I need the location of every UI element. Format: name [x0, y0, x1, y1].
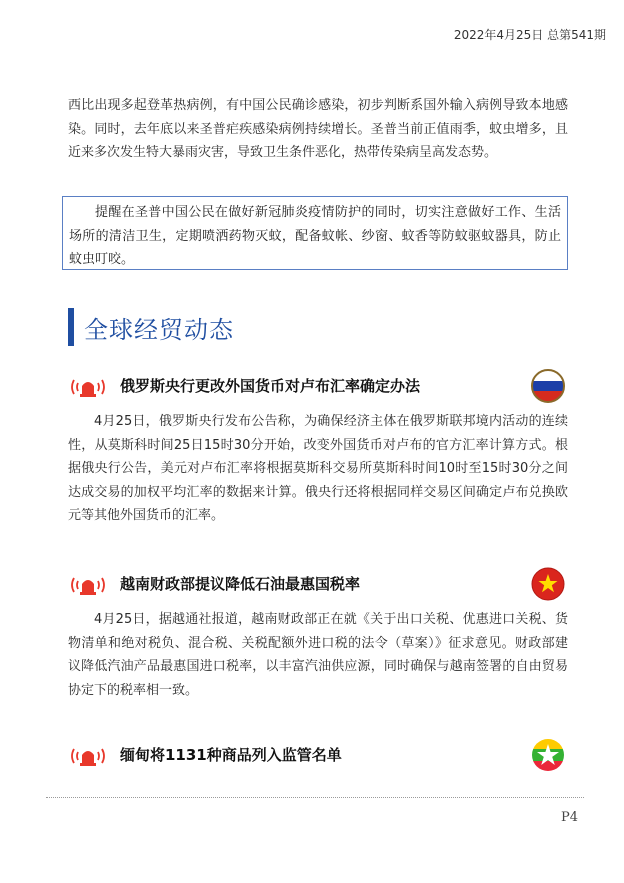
russia-flag-icon [530, 368, 566, 404]
alarm-bell-icon [68, 743, 108, 769]
section-title: 全球经贸动态 [84, 316, 234, 344]
news-body: 4月25日，俄罗斯央行发布公告称，为确保经济主体在俄罗斯联邦境内活动的连续性，从莫斯科时间25日15时30分开始，改变外国货币对卢布的官方汇率计算方式。根据俄央行公告，美元对卢布汇率将根据莫斯科交易所莫斯科时间10时至15时30分之间达成交易的加权平均汇率的数据来计算。俄央行还将根据同样交易区间确定卢布兑换欧元等其他外国货币的汇率。 [68, 414, 568, 523]
intro-paragraph: 西比出现多起登革热病例，有中国公民确诊感染，初步判断系国外输入病例导致本地感染。同时，去年底以来圣普疟疾感染病例持续增长。圣普当前正值雨季，蚊虫增多，且近来多次发生特大暴雨灾害，导致卫生条件恶化，热带传染病呈高发态势。 [68, 98, 568, 160]
news-header [68, 737, 568, 777]
myanmar-flag-icon [530, 737, 566, 773]
alarm-bell-icon [68, 374, 108, 400]
news-header [68, 368, 568, 408]
footer-rule [46, 797, 584, 798]
news-title: 缅甸将1131种商品列入监管名单 [120, 746, 342, 764]
notice-box [62, 196, 568, 270]
news-title: 越南财政部提议降低石油最惠国税率 [120, 575, 361, 593]
news-header [68, 566, 568, 606]
news-body: 4月25日，据越通社报道，越南财政部正在就《关于出口关税、优惠进口关税、货物清单和绝对税负、混合税、关税配额外进口税的法令（草案）》征求意见。财政部建议降低汽油产品最惠国进口税率，以丰富汽油供应源，同时确保与越南签署的自由贸易协定下的税率相一致。 [68, 612, 568, 698]
vietnam-flag-icon [530, 566, 566, 602]
notice-text: 提醒在圣普中国公民在做好新冠肺炎疫情防护的同时，切实注意做好工作、生活场所的清洁卫生，定期喷洒药物灭蚊，配备蚊帐、纱窗、蚊香等防蚊驱蚊器具，防止蚊虫叮咬。 [69, 205, 561, 267]
header-date: 2022年4月25日 总第541期 [453, 28, 606, 42]
section-bar [68, 308, 74, 346]
news-title: 俄罗斯央行更改外国货币对卢布汇率确定办法 [120, 377, 421, 395]
page-number: P4 [560, 810, 578, 825]
alarm-bell-icon [68, 572, 108, 598]
